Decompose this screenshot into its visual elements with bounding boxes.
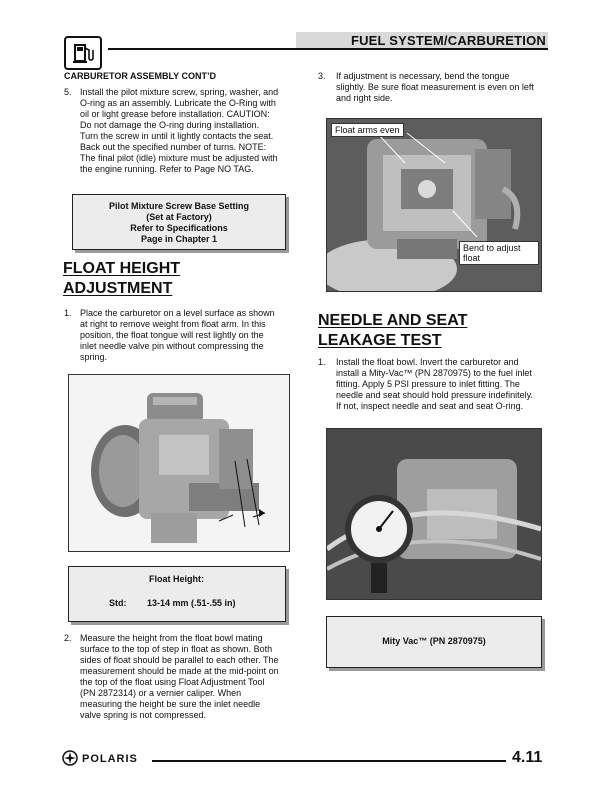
float-height-std-label: Std: xyxy=(109,598,127,608)
step-line: at right to remove weight from float arm. In this xyxy=(80,319,266,329)
mity-vac-label: Mity Vac™ (PN 2870975) xyxy=(382,636,486,646)
heading-line: FLOAT HEIGHT xyxy=(63,260,181,277)
step-line: sides of float should be parallel to each other. The xyxy=(80,655,279,665)
step-line: surface to the top of step in float as shown. Both xyxy=(80,644,273,654)
page-number: 4.11 xyxy=(512,749,543,766)
bend-adjust-callout xyxy=(459,241,539,265)
float-arms-callout: Float arms even xyxy=(331,123,404,137)
needle-step-1-number: 1. xyxy=(318,357,326,367)
step-5-line: Back out the specified number of turns. NOTE: xyxy=(80,142,267,152)
step-line: spring. xyxy=(80,352,108,362)
carburetor-photo xyxy=(68,374,290,552)
mity-vac-box xyxy=(326,616,542,668)
step-line: the top of the float using Float Adjustment Tool xyxy=(80,677,265,687)
pilot-box-line: Refer to Specifications xyxy=(130,223,228,233)
callout-line: float xyxy=(463,253,481,263)
polaris-logo-icon xyxy=(62,750,78,766)
step-line: Install the float bowl. Invert the carburetor and xyxy=(336,357,519,367)
step-5-number: 5. xyxy=(64,87,72,97)
step-5-line: The final pilot (idle) mixture must be adjusted with xyxy=(80,153,278,163)
step-line: valve spring is not compressed. xyxy=(80,710,207,720)
heading-line: ADJUSTMENT xyxy=(63,280,173,297)
float-arms-photo xyxy=(326,118,542,292)
step-line: If adjustment is necessary, bend the tongue xyxy=(336,71,510,81)
needle-seat-heading xyxy=(318,311,467,351)
fuel-pump-icon xyxy=(64,36,102,70)
footer-divider xyxy=(152,760,506,762)
needle-step-1-text xyxy=(336,357,548,412)
callout-line: Bend to adjust xyxy=(463,243,521,253)
heading-line: LEAKAGE TEST xyxy=(318,332,442,349)
pilot-mixture-box xyxy=(72,194,286,250)
pilot-box-line: Page in Chapter 1 xyxy=(140,234,218,244)
step-line: Measure the height from the float bowl mating xyxy=(80,633,263,643)
step-line: Place the carburetor on a level surface as shown xyxy=(80,308,275,318)
float-step-1-text xyxy=(80,308,294,363)
step-3-number: 3. xyxy=(318,71,326,81)
step-line: needle and seat should hold pressure indefinitely. xyxy=(336,390,533,400)
float-height-std-value: 13-14 mm (.51-.55 in) xyxy=(147,598,236,608)
step-line: (PN 2872314) or a vernier caliper. When xyxy=(80,688,242,698)
float-height-title: Float Height: xyxy=(149,574,204,584)
page-header-title: FUEL SYSTEM/CARBURETION xyxy=(350,33,546,48)
step-line: fitting. Apply 5 PSI pressure to inlet fitting. The xyxy=(336,379,520,389)
step-5-line: oil or light grease before installation. CAUTION: xyxy=(80,109,270,119)
header-divider xyxy=(108,48,548,50)
step-3-text xyxy=(336,71,548,104)
step-5-line: Install the pilot mixture screw, spring, washer, and xyxy=(80,87,279,97)
step-5-text xyxy=(80,87,294,175)
step-line: measurement should be made at the mid-point on xyxy=(80,666,279,676)
step-line: measuring the height be sure the inlet needle xyxy=(80,699,261,709)
float-step-2-text xyxy=(80,633,294,721)
step-line: position, the float tongue will rest lightly on the xyxy=(80,330,264,340)
step-line: install a Mity-Vac™ (PN 2870975) to the fuel inlet xyxy=(336,368,532,378)
heading-line: NEEDLE AND SEAT xyxy=(318,312,468,329)
pilot-box-line: (Set at Factory) xyxy=(146,212,212,222)
step-line: inlet needle valve pin without compressing the xyxy=(80,341,264,351)
step-5-line: O-ring as an assembly. Lubricate the O-Ring with xyxy=(80,98,276,108)
step-5-line: Turn the screw in until it lightly contacts the seat. xyxy=(80,131,274,141)
footer-brand: POLARIS xyxy=(82,753,138,765)
step-line: and right side. xyxy=(336,93,393,103)
step-line: slightly. Be sure float measurement is even on left xyxy=(336,82,534,92)
step-line: If not, inspect needle and seat and seat O-ring. xyxy=(336,401,524,411)
pilot-box-line: Pilot Mixture Screw Base Setting xyxy=(108,201,250,211)
mity-vac-photo xyxy=(326,428,542,600)
section-label: CARBURETOR ASSEMBLY CONT’D xyxy=(64,71,217,81)
float-step-1-number: 1. xyxy=(64,308,72,318)
step-5-line: Do not damage the O-ring during installation. xyxy=(80,120,260,130)
step-5-line: the engine running. Refer to Page NO TAG. xyxy=(80,164,254,174)
float-step-2-number: 2. xyxy=(64,633,72,643)
float-height-spec-box xyxy=(68,566,286,622)
float-height-heading xyxy=(63,259,180,299)
